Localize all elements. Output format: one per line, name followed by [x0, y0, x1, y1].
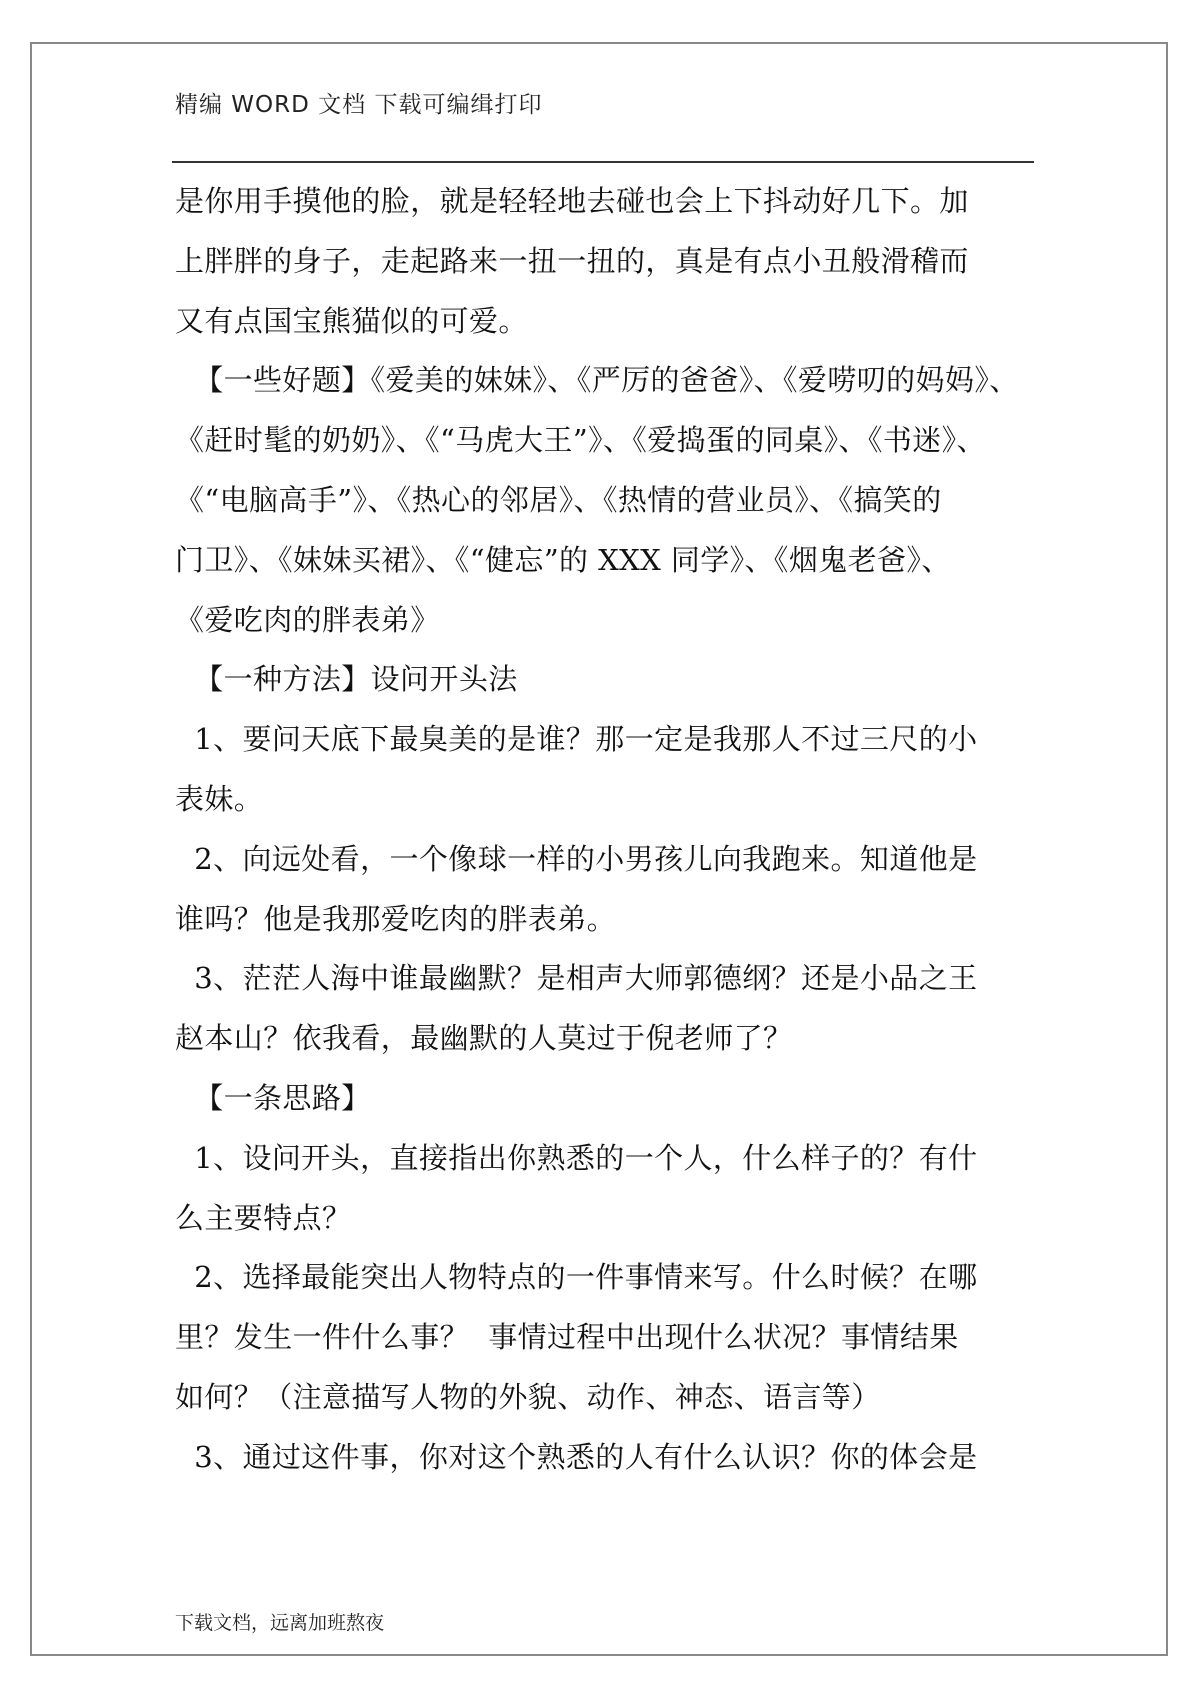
- header-divider: [172, 161, 1034, 163]
- page-header: 精编 WORD 文档 下载可编缉打印: [175, 92, 543, 118]
- text-line: 2、向远处看，一个像球一样的小男孩儿向我跑来。知道他是: [175, 841, 978, 876]
- page-footer: 下载文档，远离加班熬夜: [175, 1612, 385, 1634]
- text-line: 门卫》、《妹妹买裙》、《“健忘”的 XXX 同学》、《烟鬼老爸》、: [175, 542, 951, 577]
- text-line: 【一些好题】《爱美的妹妹》、《严厉的爸爸》、《爱唠叨的妈妈》、: [175, 363, 1019, 398]
- text-line: 如何？（注意描写人物的外貌、动作、神态、语言等）: [175, 1379, 881, 1414]
- text-line: 《爱吃肉的胖表弟》: [175, 602, 440, 637]
- text-line: 又有点国宝熊猫似的可爱。: [175, 303, 528, 338]
- text-line: 上胖胖的身子，走起路来一扭一扭的，真是有点小丑般滑稽而: [175, 243, 969, 278]
- text-line: 表妹。: [175, 781, 264, 816]
- section-heading-approach: 【一条思路】: [175, 1080, 371, 1115]
- text-line: 么主要特点？: [175, 1200, 352, 1235]
- text-block: [175, 172, 1037, 1488]
- text-line: 2、选择最能突出人物特点的一件事情来写。什么时候？在哪: [175, 1260, 978, 1295]
- text-line: 里？发生一件什么事？ 事情过程中出现什么状况？事情结果: [175, 1320, 959, 1355]
- text-line: 《“电脑高手”》、《热心的邻居》、《热情的营业员》、《搞笑的: [175, 482, 942, 517]
- text-line: 是你用手摸他的脸，就是轻轻地去碰也会上下抖动好几下。加: [175, 184, 969, 218]
- text-line: 谁吗？他是我那爱吃肉的胖表弟。: [175, 901, 617, 936]
- text-line: 1、设问开头，直接指出你熟悉的一个人，什么样子的？有什: [175, 1140, 978, 1175]
- text-line: 《赶时髦的奶奶》、《“马虎大王”》、《爱捣蛋的同桌》、《书迷》、: [175, 423, 986, 458]
- section-heading-method: 【一种方法】设问开头法: [175, 662, 518, 697]
- document-body: [175, 172, 1037, 1488]
- text-line: 1、要问天底下最臭美的是谁？那一定是我那人不过三尺的小: [175, 722, 978, 757]
- text-line: 3、茫茫人海中谁最幽默？是相声大师郭德纲？还是小品之王: [175, 961, 978, 996]
- text-line: 赵本山？依我看，最幽默的人莫过于倪老师了？: [175, 1021, 793, 1056]
- text-line: 3、通过这件事，你对这个熟悉的人有什么认识？你的体会是: [175, 1439, 978, 1474]
